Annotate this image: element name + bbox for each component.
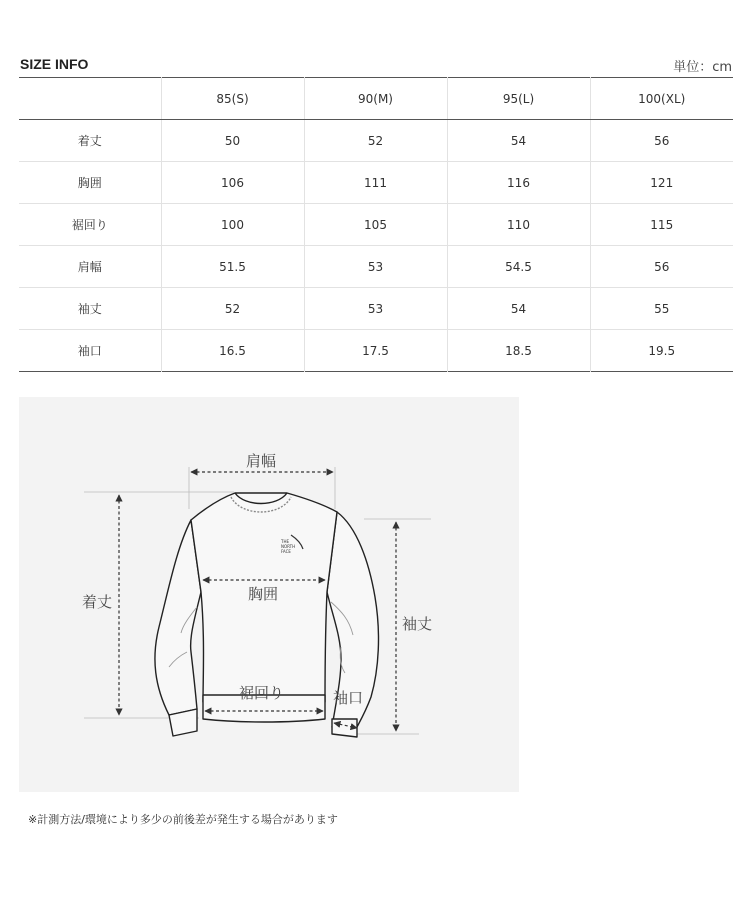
size-table — [19, 77, 733, 372]
table-row — [19, 120, 733, 162]
unit-label: 単位：cm — [673, 60, 732, 75]
label-chest: 胸囲 — [248, 585, 279, 603]
label-length: 着丈 — [82, 593, 113, 611]
row-label: 裾回り — [19, 204, 161, 246]
table-cell: 106 — [161, 162, 304, 204]
logo-line-1: THE — [281, 539, 289, 544]
label-sleeve: 袖丈 — [402, 615, 433, 633]
table-cell: 18.5 — [447, 330, 590, 372]
header-cell: 90(M) — [304, 78, 447, 120]
table-cell: 53 — [304, 246, 447, 288]
table-header-row — [19, 78, 733, 120]
table-cell: 56 — [590, 246, 733, 288]
row-label: 袖口 — [77, 344, 102, 358]
table-cell: 16.5 — [161, 330, 304, 372]
row-label: 肩幅 — [19, 246, 161, 288]
table-cell: 19.5 — [590, 330, 733, 372]
table-cell: 100 — [161, 204, 304, 246]
table-cell: 51.5 — [161, 246, 304, 288]
size-info-title: SIZE INFO — [20, 56, 89, 72]
logo-line-3: FACE — [281, 549, 291, 554]
table-row — [19, 162, 733, 204]
table-cell: 110 — [447, 204, 590, 246]
measurement-diagram — [19, 397, 519, 792]
header-cell — [19, 78, 161, 120]
header-cell: 85(S) — [161, 78, 304, 120]
table-cell: 56 — [590, 120, 733, 162]
table-cell: 111 — [304, 162, 447, 204]
table-cell: 52 — [304, 120, 447, 162]
table-cell: 116 — [447, 162, 590, 204]
row-label: 胸囲 — [19, 162, 161, 204]
table-cell: 53 — [304, 288, 447, 330]
table-row — [19, 246, 733, 288]
table-cell: 52 — [161, 288, 304, 330]
table-cell: 54.5 — [447, 246, 590, 288]
table-cell: 17.5 — [304, 330, 447, 372]
table-row — [19, 204, 733, 246]
header-cell: 100(XL) — [590, 78, 733, 120]
table-cell: 54 — [447, 288, 590, 330]
row-label: 袖丈 — [19, 288, 161, 330]
table-cell: 55 — [590, 288, 733, 330]
label-hem: 裾回り — [239, 684, 285, 702]
row-label: 着丈 — [19, 120, 161, 162]
table-row — [19, 330, 733, 372]
logo-line-2: NORTH — [281, 544, 296, 549]
table-cell: 105 — [304, 204, 447, 246]
label-cuff: 袖口 — [333, 689, 364, 707]
table-cell: 121 — [590, 162, 733, 204]
label-shoulder: 肩幅 — [246, 452, 277, 470]
table-cell: 54 — [447, 120, 590, 162]
measurement-note: ※計測方法/環境により多少の前後差が発生する場合があります — [28, 813, 338, 826]
table-cell: 115 — [590, 204, 733, 246]
table-row — [19, 288, 733, 330]
table-cell: 50 — [161, 120, 304, 162]
header-cell: 95(L) — [447, 78, 590, 120]
